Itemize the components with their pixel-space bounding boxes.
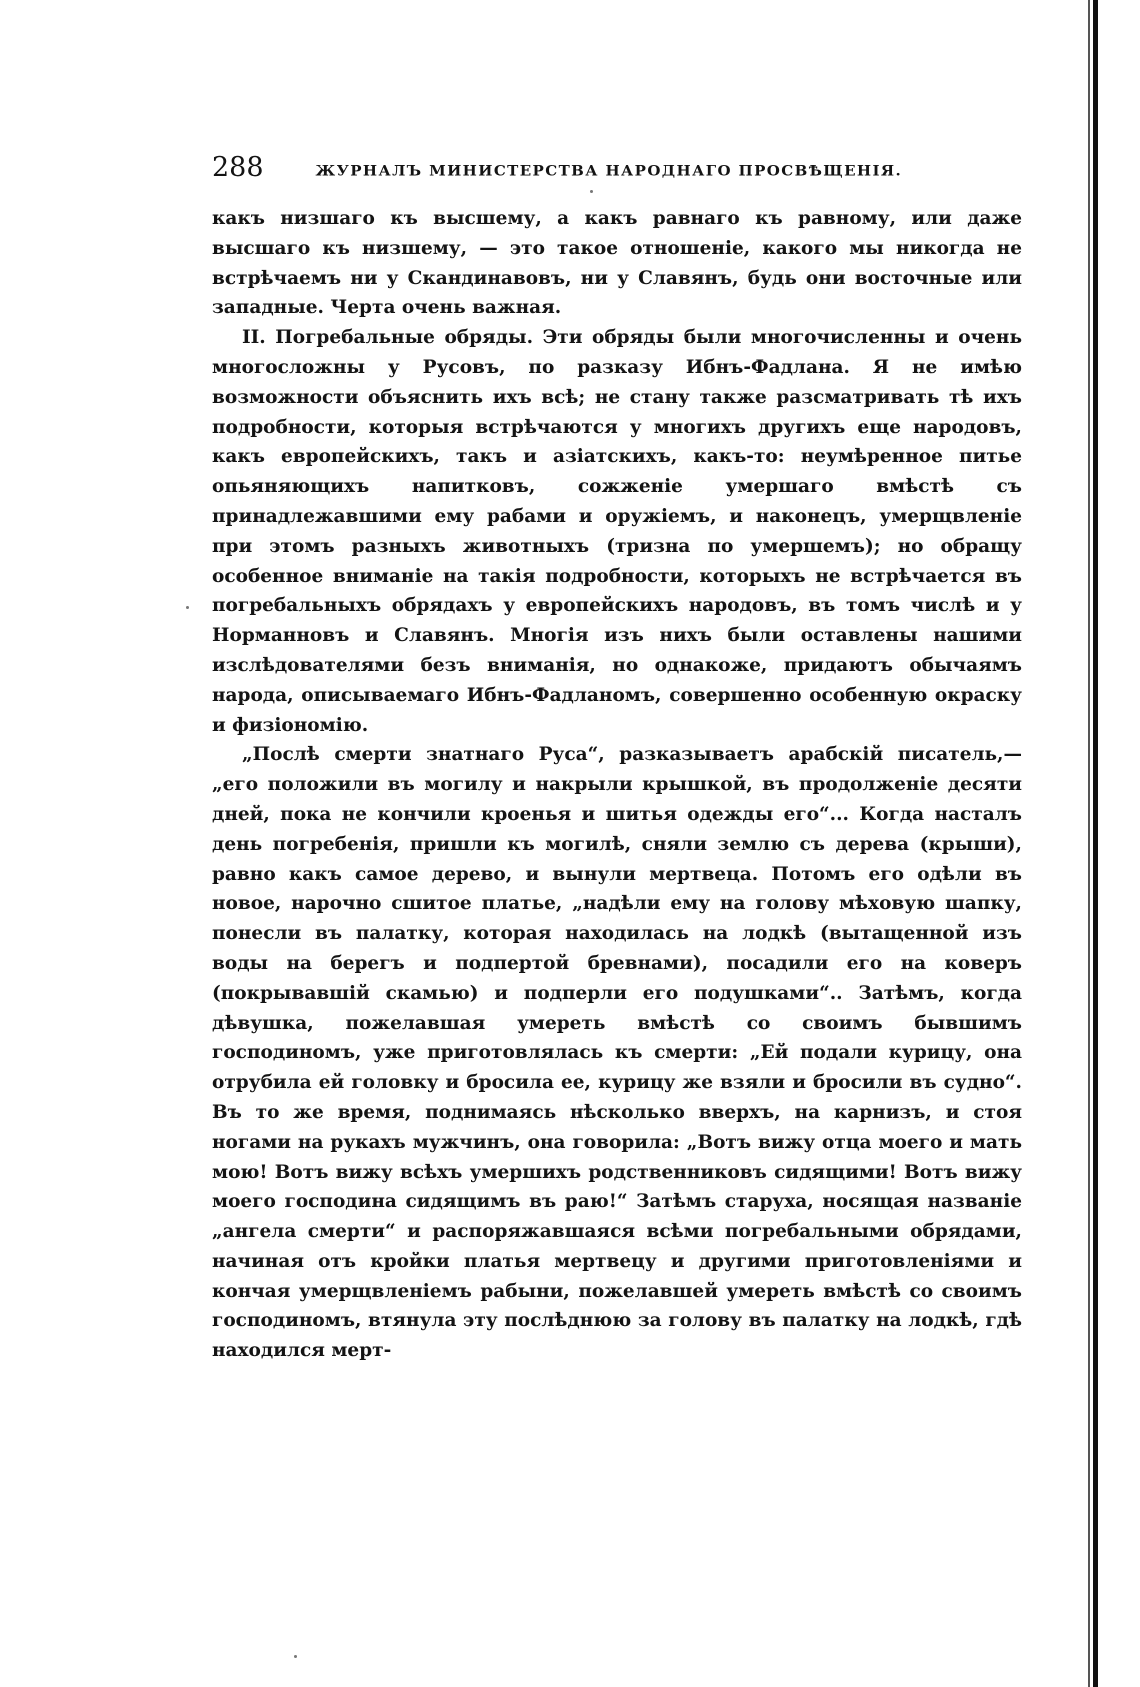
running-title: ЖУРНАЛЪ МИНИСТЕРСТВА НАРОДНАГО ПРОСВѢЩЕНІЯ.	[315, 162, 903, 180]
page-header	[212, 152, 1022, 188]
scan-speck	[294, 1655, 297, 1658]
paragraph-ibn-fadlan-quote: „Послѣ смерти знатнаго Руса“, разказываетъ арабскій писатель,— „его положили въ могилу и накрыли крышкой, въ продолженіе десяти дней, пока не кончили кроенья и шитья одежды его“... Когда насталъ день погребенія, пришли къ могилѣ, сняли землю съ дерева (крыши), равно какъ самое дерево, и вынули мертвеца. Потомъ его одѣли въ новое, нарочно сшитое платье, „надѣли ему на голову мѣховую шапку, понесли въ палатку, которая находилась на лодкѣ (вытащенной изъ воды на берегъ и подпертой бревнами), посадили его на коверъ (покрывавшій скамью) и подперли его подушками“.. Затѣмъ, когда дѣвушка, пожелавшая умереть вмѣстѣ со своимъ бывшимъ господиномъ, уже приготовлялась къ смерти: „Ей подали курицу, она отрубила ей головку и бросила ее, курицу же взяли и бросили въ судно“. Въ то же время, поднимаясь нѣсколько вверхъ, на карнизъ, и стоя ногами на рукахъ мужчинъ, она говорила: „Вотъ вижу отца моего и мать мою! Вотъ вижу всѣхъ умершихъ родственниковъ сидящими! Вотъ вижу моего господина сидящимъ въ раю!“ Затѣмъ старуха, носящая названіе „ангела смерти“ и распоряжавшаяся всѣми погребальными обрядами, начиная отъ кройки платья мертвецу и другими приготовленіями и кончая умерщвленіемъ рабыни, пожелавшей умереть вмѣстѣ со своимъ господиномъ, втянула эту послѣднюю за голову въ палатку на лодкѣ, гдѣ находился мерт-	[212, 744, 1022, 1362]
page-binding-shadow	[1088, 0, 1090, 1687]
page-binding-edge	[1093, 0, 1098, 1687]
body-text	[212, 204, 1022, 1366]
page-number: 288	[212, 152, 264, 183]
scan-speck	[186, 606, 189, 609]
paragraph-continuation: какъ низшаго къ высшему, а какъ равнаго къ равному, или даже высшаго къ низшему, — это такое отношеніе, какого мы никогда не встрѣчаемъ ни у Скандинавовъ, ни у Славянъ, будь они восточные или западные. Черта очень важная.	[212, 208, 1022, 319]
scan-speck	[590, 190, 593, 193]
paragraph-funeral-rites: II. Погребальные обряды. Эти обряды были многочисленны и очень многосложны у Русовъ, по разказу Ибнъ-Фадлана. Я не имѣю возможности объяснить ихъ всѣ; не стану также разсматривать тѣ ихъ подробности, которыя встрѣчаются у многихъ другихъ еще народовъ, какъ европейскихъ, такъ и азіатскихъ, какъ-то: неумѣренное питье опьяняющихъ напитковъ, сожженіе умершаго вмѣстѣ съ принадлежавшими ему рабами и оружіемъ, и наконецъ, умерщвленіе при этомъ разныхъ животныхъ (тризна по умершемъ); но обращу особенное вниманіе на такія подробности, которыхъ не встрѣчается въ погребальныхъ обрядахъ у европейскихъ народовъ, въ томъ числѣ и у Норманновъ и Славянъ. Многія изъ нихъ были оставлены нашими изслѣдователями безъ вниманія, но однакоже, придаютъ обычаямъ народа, описываемаго Ибнъ-Фадланомъ, совершенно особенную окраску и физіономію.	[212, 327, 1022, 736]
